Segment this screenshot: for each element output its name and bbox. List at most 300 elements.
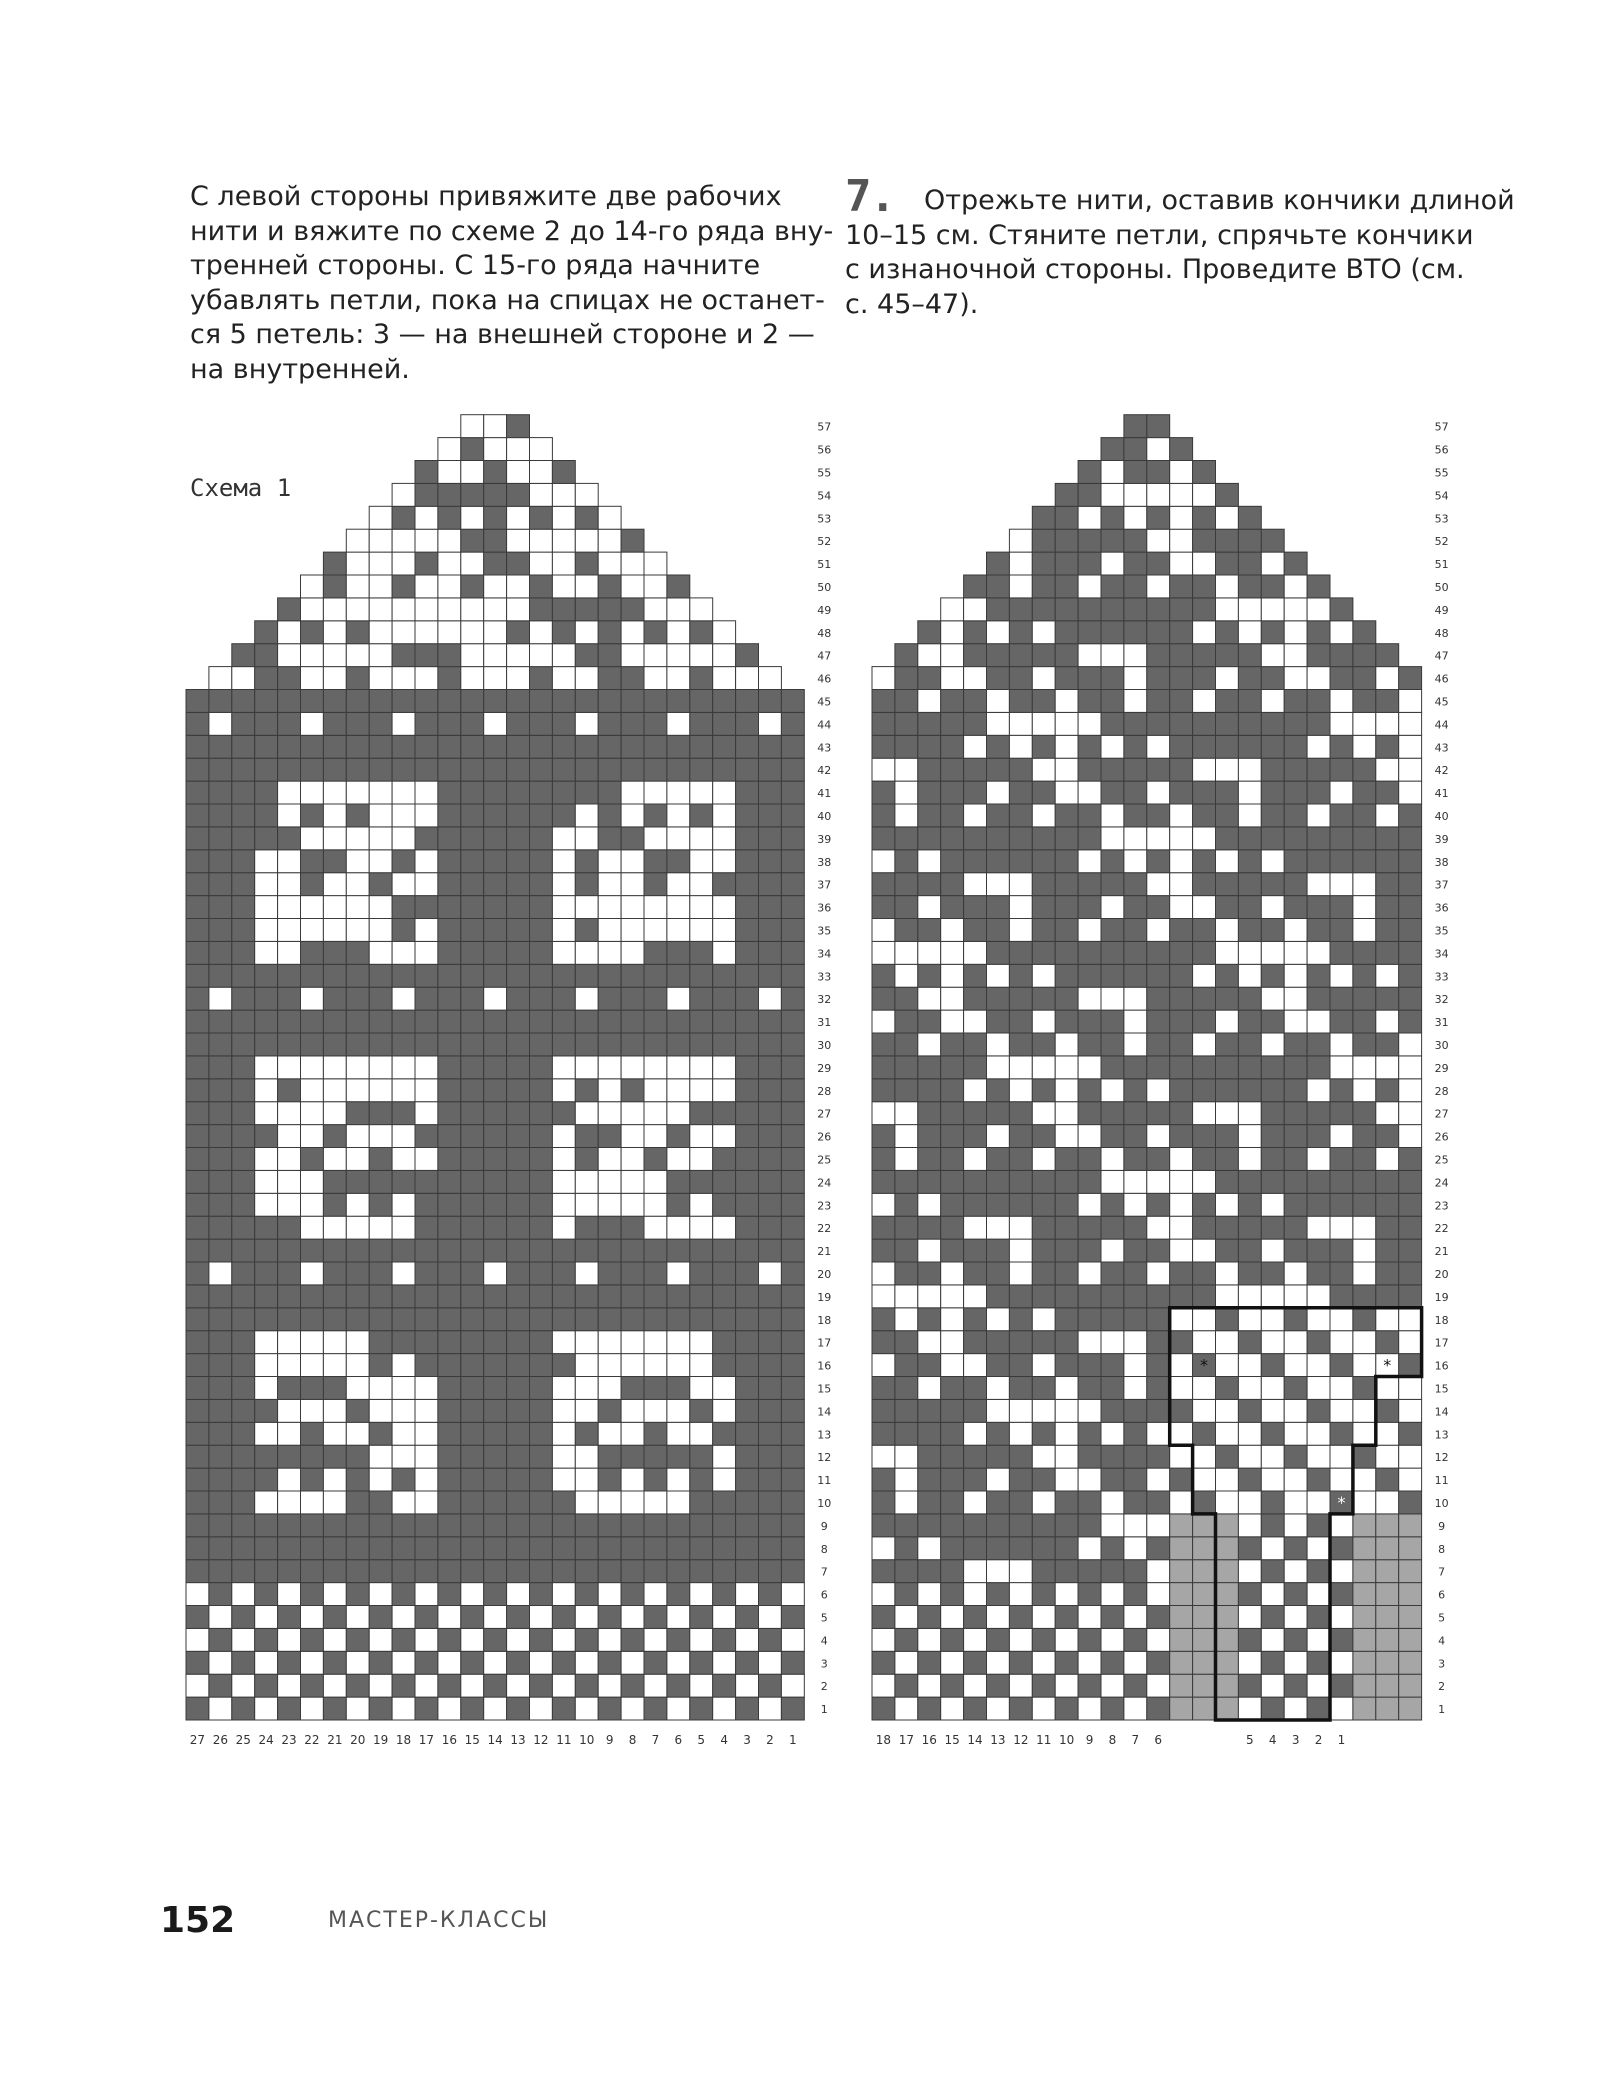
chart-cell [255, 712, 278, 735]
row-label-left: 7 [820, 1565, 828, 1579]
chart-cell [987, 1628, 1010, 1651]
chart-cell [621, 1674, 644, 1697]
chart-cell [713, 1239, 736, 1262]
chart-cell [1261, 1125, 1284, 1148]
chart-cell [918, 1148, 941, 1171]
chart-cell [713, 1170, 736, 1193]
row-label-left: 3 [820, 1657, 828, 1671]
row-label-right: 12 [1434, 1451, 1449, 1465]
chart-cell [530, 1377, 553, 1400]
chart-cell [621, 552, 644, 575]
chart-cell [255, 804, 278, 827]
chart-cell [964, 1445, 987, 1468]
chart-cell [690, 1033, 713, 1056]
chart-cell [369, 1537, 392, 1560]
chart-cell [667, 1308, 690, 1331]
row-label-left: 23 [817, 1199, 832, 1213]
chart-cell [232, 1033, 255, 1056]
chart-cell [346, 644, 369, 667]
chart-cell [1170, 896, 1193, 919]
chart-cell [1216, 529, 1239, 552]
chart-cell [964, 1377, 987, 1400]
chart-cell [438, 438, 461, 461]
chart-cell [1261, 1422, 1284, 1445]
chart-cell [621, 1308, 644, 1331]
row-label-left: 48 [817, 626, 832, 640]
chart-cell [598, 1468, 621, 1491]
chart-cell [1216, 735, 1239, 758]
chart-cell [1147, 896, 1170, 919]
chart-cell [484, 552, 507, 575]
chart-cell [323, 552, 346, 575]
chart-cell [1376, 758, 1399, 781]
chart-cell [667, 1651, 690, 1674]
chart-cell [1353, 941, 1376, 964]
chart-cell [1009, 1285, 1032, 1308]
chart-cell [415, 1170, 438, 1193]
row-label-left: 50 [817, 581, 832, 594]
chart-cell [1147, 987, 1170, 1010]
chart-cell [1055, 1674, 1078, 1697]
chart-cell [255, 1583, 278, 1606]
chart-cell [346, 1010, 369, 1033]
chart-cell [1376, 1148, 1399, 1171]
chart-cell [415, 1583, 438, 1606]
chart-cell [415, 1422, 438, 1445]
chart-cell [690, 667, 713, 690]
chart-cell [1399, 1354, 1422, 1377]
chart-cell [1307, 1125, 1330, 1148]
page-number: 152 [160, 1900, 236, 1941]
chart-cell [484, 1514, 507, 1537]
chart-cell [369, 506, 392, 529]
chart-cell [667, 1170, 690, 1193]
chart-cell [1124, 529, 1147, 552]
chart-cell [530, 690, 553, 713]
chart-cell [690, 735, 713, 758]
chart-cell [1238, 621, 1261, 644]
chart-cell [369, 1468, 392, 1491]
chart-cell [1307, 1331, 1330, 1354]
chart-cell [530, 873, 553, 896]
chart-cell [1238, 506, 1261, 529]
chart-cell [1147, 690, 1170, 713]
chart-cell [1261, 1399, 1284, 1422]
chart-cell [369, 1491, 392, 1514]
chart-cell [323, 827, 346, 850]
chart-cell [1055, 827, 1078, 850]
chart-cell [1078, 1010, 1101, 1033]
chart-cell [1216, 1056, 1239, 1079]
chart-cell [1009, 735, 1032, 758]
chart-cell [1376, 1216, 1399, 1239]
chart-cell [369, 1628, 392, 1651]
chart-cell [461, 987, 484, 1010]
chart-cell [1055, 1010, 1078, 1033]
chart-cell [323, 919, 346, 942]
chart-cell [1170, 1354, 1193, 1377]
chart-cell [1055, 1697, 1078, 1720]
chart-cell [232, 941, 255, 964]
chart-cell [667, 644, 690, 667]
chart-cell [507, 941, 530, 964]
chart-cell [964, 827, 987, 850]
chart-cell [232, 850, 255, 873]
chart-cell [232, 1239, 255, 1262]
chart-cell [209, 1125, 232, 1148]
chart-cell [781, 1262, 804, 1285]
chart-cell [941, 804, 964, 827]
chart-cell [369, 1010, 392, 1033]
chart-cell [987, 1399, 1010, 1422]
chart-cell [1330, 781, 1353, 804]
chart-cell [781, 1560, 804, 1583]
chart-cell [530, 598, 553, 621]
chart-cell [621, 1010, 644, 1033]
chart-cell [1376, 735, 1399, 758]
chart-cell [1216, 1331, 1239, 1354]
chart-cell [507, 1239, 530, 1262]
chart-cell [1009, 919, 1032, 942]
chart-cell [713, 804, 736, 827]
row-label-right: 4 [1438, 1634, 1446, 1648]
chart-cell [964, 575, 987, 598]
chart-cell [232, 1216, 255, 1239]
chart-cell [461, 781, 484, 804]
chart-cell [1216, 483, 1239, 506]
chart-cell [1032, 735, 1055, 758]
chart-cell [415, 1445, 438, 1468]
chart-cell [598, 1056, 621, 1079]
chart-cell [484, 1079, 507, 1102]
chart-cell [690, 1628, 713, 1651]
chart-cell [781, 735, 804, 758]
chart-cell [255, 1216, 278, 1239]
chart-cell [987, 1606, 1010, 1629]
row-label-left: 40 [817, 810, 832, 823]
chart-cell [1055, 1125, 1078, 1148]
chart-cell [1238, 1514, 1261, 1537]
chart-cell [1216, 1193, 1239, 1216]
chart-cell [438, 712, 461, 735]
row-label-left: 26 [817, 1130, 832, 1144]
chart-cell [232, 964, 255, 987]
chart-cell [872, 1056, 895, 1079]
chart-cell [941, 1560, 964, 1583]
chart-cell [690, 1354, 713, 1377]
chart-cell [1078, 483, 1101, 506]
chart-cell [1399, 1445, 1422, 1468]
chart-cell [667, 1445, 690, 1468]
chart-cell [186, 1583, 209, 1606]
chart-cell [1078, 1262, 1101, 1285]
chart-cell [1078, 1216, 1101, 1239]
chart-cell [598, 1010, 621, 1033]
chart-cell [644, 667, 667, 690]
row-label-left: 1 [820, 1703, 828, 1717]
chart-cell [530, 712, 553, 735]
chart-cell [369, 1331, 392, 1354]
chart-cell [186, 735, 209, 758]
chart-cell [530, 483, 553, 506]
chart-cell [1399, 987, 1422, 1010]
chart-cell [1261, 598, 1284, 621]
chart-cell [598, 1514, 621, 1537]
chart-cell [209, 1239, 232, 1262]
chart-cell [484, 987, 507, 1010]
chart-cell [941, 1079, 964, 1102]
chart-cell [1055, 941, 1078, 964]
chart-cell [369, 804, 392, 827]
chart-cell [1193, 1583, 1216, 1606]
chart-cell [552, 1308, 575, 1331]
chart-cell [369, 1583, 392, 1606]
chart-cell [1376, 1033, 1399, 1056]
chart-cell [1101, 1491, 1124, 1514]
chart-cell [415, 1606, 438, 1629]
row-label-right: 7 [1438, 1565, 1446, 1579]
chart-cell [1124, 1354, 1147, 1377]
row-label-left: 30 [817, 1039, 832, 1052]
chart-cell [1170, 712, 1193, 735]
chart-cell [1009, 896, 1032, 919]
chart-cell [918, 644, 941, 667]
chart-cell [1216, 804, 1239, 827]
chart-cell [1307, 804, 1330, 827]
chart-cell [941, 987, 964, 1010]
chart-cell [918, 690, 941, 713]
chart-cell [621, 598, 644, 621]
chart-cell [461, 1628, 484, 1651]
chart-cell [1101, 1377, 1124, 1400]
chart-cell [346, 621, 369, 644]
chart-cell [1307, 1422, 1330, 1445]
chart-cell [438, 1308, 461, 1331]
chart-cell [369, 827, 392, 850]
chart-cell [575, 1285, 598, 1308]
chart-cell [346, 1148, 369, 1171]
chart-cell [1238, 712, 1261, 735]
chart-cell [621, 621, 644, 644]
chart-cell [598, 941, 621, 964]
chart-cell [1307, 827, 1330, 850]
chart-cell [987, 1216, 1010, 1239]
chart-cell [1170, 621, 1193, 644]
chart-cell [255, 1606, 278, 1629]
chart-cell [1193, 529, 1216, 552]
chart-cell [1055, 735, 1078, 758]
chart-cell [438, 1331, 461, 1354]
chart-cell [736, 964, 759, 987]
column-label: 15 [464, 1733, 480, 1747]
chart-cell [759, 896, 782, 919]
chart-cell [1193, 1377, 1216, 1400]
chart-cell [575, 621, 598, 644]
chart-cell [1261, 873, 1284, 896]
chart-cell [598, 1193, 621, 1216]
column-label: 1 [789, 1733, 797, 1747]
chart-cell [895, 1651, 918, 1674]
chart-cell [507, 1697, 530, 1720]
chart-cell [575, 941, 598, 964]
chart-cell [507, 438, 530, 461]
chart-cell [1124, 1331, 1147, 1354]
chart-cell [461, 1285, 484, 1308]
chart-cell [1399, 1674, 1422, 1697]
chart-cell [530, 552, 553, 575]
chart-cell [301, 1377, 324, 1400]
chart-cell [598, 575, 621, 598]
chart-cell [255, 1033, 278, 1056]
chart-cell [1078, 827, 1101, 850]
paragraph-line: тренней стороны. С 15-го ряда начните [190, 250, 761, 281]
chart-cell [552, 1354, 575, 1377]
chart-cell [438, 1399, 461, 1422]
chart-cell [1216, 1537, 1239, 1560]
chart-cell [621, 1377, 644, 1400]
chart-cell [346, 712, 369, 735]
chart-cell [1170, 1056, 1193, 1079]
chart-cell [1170, 873, 1193, 896]
chart-cell [1376, 1651, 1399, 1674]
chart-cell [209, 873, 232, 896]
chart-cell [667, 758, 690, 781]
chart-cell [438, 1560, 461, 1583]
chart-cell [667, 575, 690, 598]
row-label-right: 24 [1434, 1176, 1449, 1190]
chart-cell [392, 667, 415, 690]
chart-cell [598, 644, 621, 667]
chart-cell [644, 1193, 667, 1216]
chart-cell [1147, 804, 1170, 827]
chart-cell [461, 1033, 484, 1056]
chart-cell [392, 1674, 415, 1697]
chart-cell [461, 506, 484, 529]
chart-cell [575, 1148, 598, 1171]
chart-cell [1353, 1056, 1376, 1079]
row-label-right: 48 [1434, 626, 1449, 640]
column-label: 1 [1337, 1733, 1346, 1747]
chart-cell [964, 644, 987, 667]
chart-cell [598, 1606, 621, 1629]
chart-cell [1170, 667, 1193, 690]
chart-cell [736, 1377, 759, 1400]
chart-cell [369, 781, 392, 804]
chart-cell [667, 1102, 690, 1125]
chart-cell [1170, 1445, 1193, 1468]
chart-cell [575, 896, 598, 919]
chart-cell [392, 1399, 415, 1422]
chart-cell [1193, 1628, 1216, 1651]
chart-cell [872, 987, 895, 1010]
chart-cell [918, 1079, 941, 1102]
chart-cell [209, 781, 232, 804]
chart-cell [575, 1239, 598, 1262]
chart-cell [552, 621, 575, 644]
row-label-right: 40 [1434, 810, 1449, 823]
chart-cell [1055, 758, 1078, 781]
chart-cell [667, 1262, 690, 1285]
chart-cell [1147, 1606, 1170, 1629]
chart-cell [461, 873, 484, 896]
chart-cell [941, 827, 964, 850]
chart-cell [484, 1331, 507, 1354]
chart-cell [530, 919, 553, 942]
chart-cell [209, 1491, 232, 1514]
chart-cell [552, 1628, 575, 1651]
chart-cell [941, 735, 964, 758]
chart-cell [301, 1514, 324, 1537]
chart-cell [667, 598, 690, 621]
chart-cell [1147, 598, 1170, 621]
chart-cell [1078, 712, 1101, 735]
chart-cell [1032, 621, 1055, 644]
chart-cell [987, 1354, 1010, 1377]
chart-cell [415, 598, 438, 621]
chart-cell [941, 1651, 964, 1674]
chart-cell [1170, 575, 1193, 598]
chart-cell [1078, 667, 1101, 690]
chart-cell [323, 1697, 346, 1720]
chart-cell [255, 758, 278, 781]
chart-cell [323, 1193, 346, 1216]
chart-cell [1101, 575, 1124, 598]
chart-cell [323, 964, 346, 987]
chart-cell [759, 804, 782, 827]
chart-cell [1170, 1583, 1193, 1606]
chart-cell [667, 827, 690, 850]
chart-cell [644, 1468, 667, 1491]
chart-cell [1284, 827, 1307, 850]
chart-cell [872, 712, 895, 735]
chart-cell [941, 621, 964, 644]
chart-cell [301, 1056, 324, 1079]
chart-cell [484, 667, 507, 690]
chart-cell [1284, 1010, 1307, 1033]
chart-cell [507, 781, 530, 804]
chart-cell [1055, 1354, 1078, 1377]
chart-cell [759, 1148, 782, 1171]
chart-cell [530, 1514, 553, 1537]
chart-cell [575, 1606, 598, 1629]
chart-cell [323, 1354, 346, 1377]
chart-cell [1055, 1262, 1078, 1285]
chart-cell [575, 1422, 598, 1445]
chart-cell [941, 758, 964, 781]
chart-cell [1170, 690, 1193, 713]
chart-cell [209, 919, 232, 942]
chart-cell [301, 1102, 324, 1125]
chart-cell [644, 758, 667, 781]
chart-cell [644, 1125, 667, 1148]
chart-cell [301, 850, 324, 873]
chart-cell [872, 735, 895, 758]
chart-cell [713, 1331, 736, 1354]
chart-cell [507, 1148, 530, 1171]
chart-cell [1055, 1285, 1078, 1308]
chart-cell [461, 1560, 484, 1583]
chart-cell [346, 1125, 369, 1148]
chart-cell [1009, 1377, 1032, 1400]
chart-cell [232, 1125, 255, 1148]
chart-cell [232, 1445, 255, 1468]
chart-cell [941, 919, 964, 942]
chart-cell [232, 1399, 255, 1422]
chart-cell [987, 850, 1010, 873]
chart-cell [598, 1560, 621, 1583]
chart-cell [1101, 919, 1124, 942]
chart-cell [895, 1193, 918, 1216]
